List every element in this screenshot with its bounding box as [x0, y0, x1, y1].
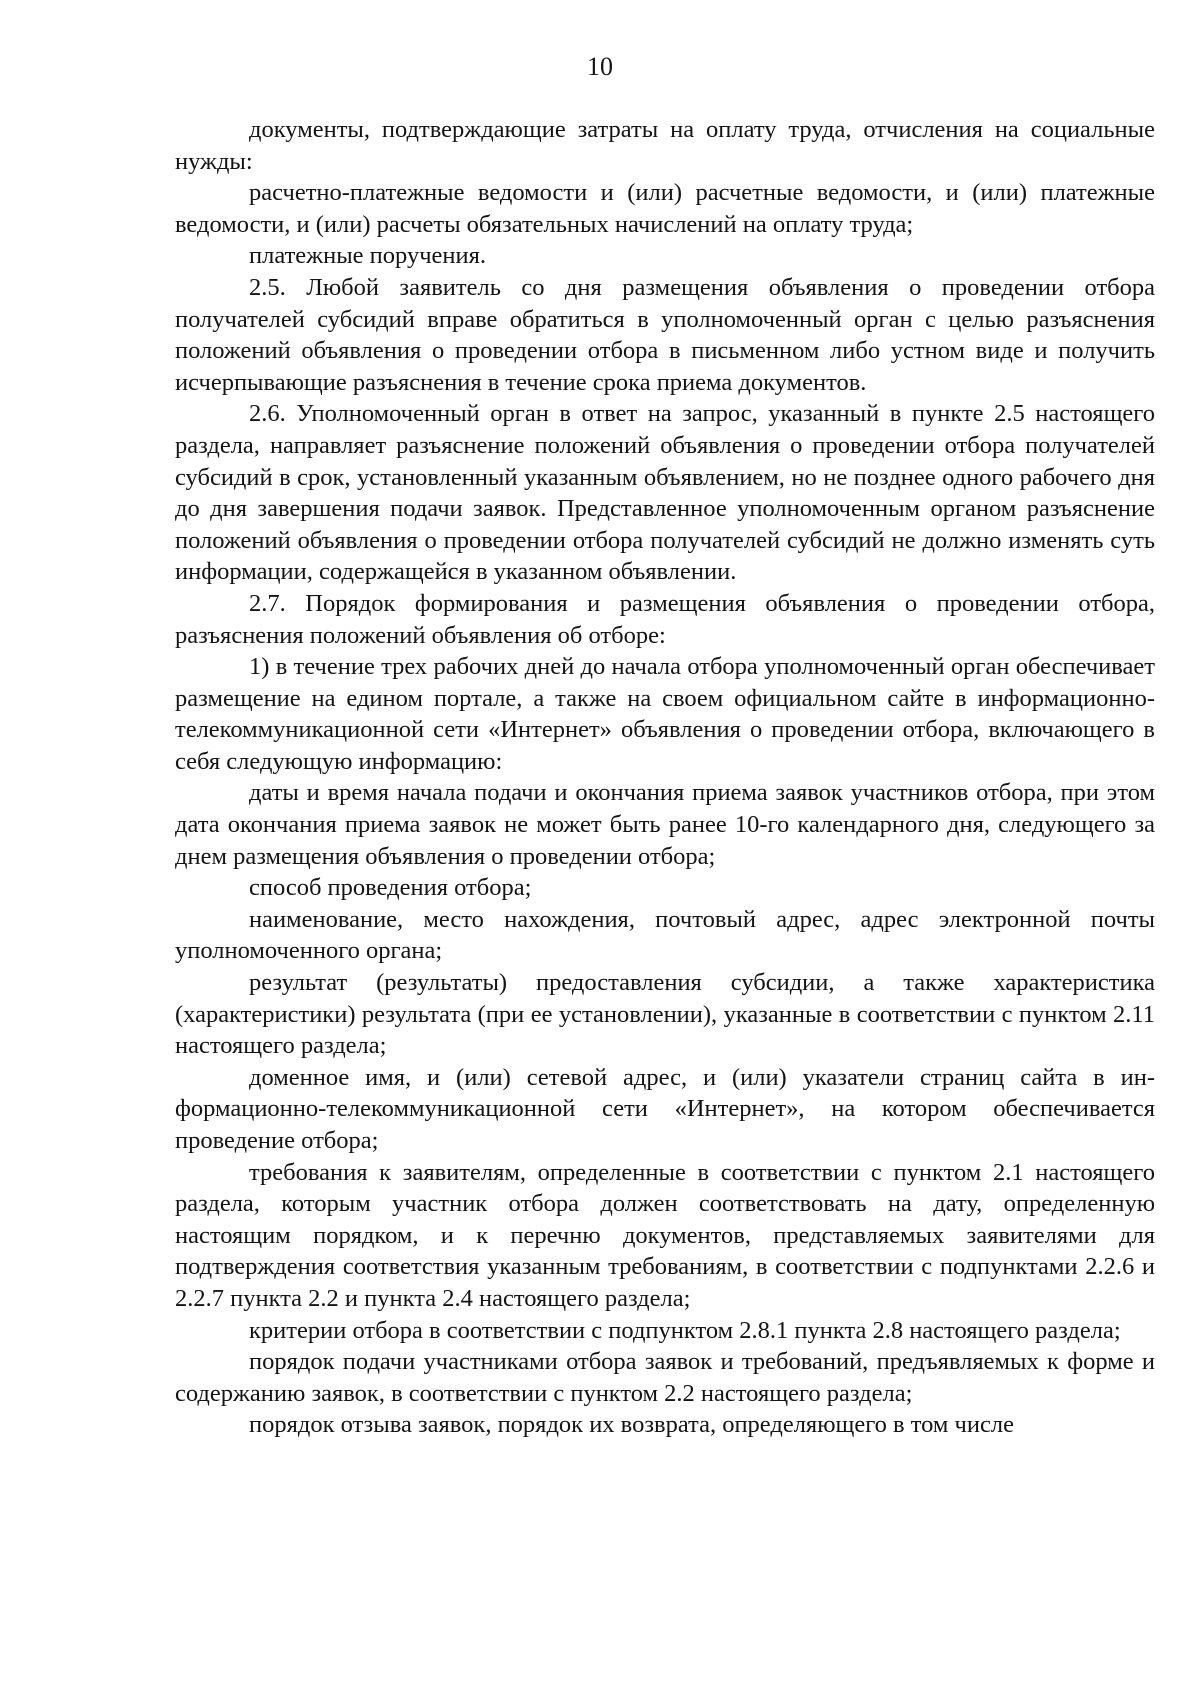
paragraph: даты и время начала подачи и окончания приема заявок участников отбора, при этом дата окончания приема заявок не может быть ранее 10-го календарного дня, следующего за днем размещения объявления о проведении отбора; — [175, 779, 1155, 870]
paragraph: требования к заявителям, определенные в соответствии с пунктом 2.1 настоящего раздела, которым участник отбора должен соответствовать на дату, определенную настоящим порядком, и к перечню документов, представляемых заявителями для подтверждения соответствия указанным требованиям, в соответствии с подпунктами 2.2.6 и 2.2.7 пункта 2.2 и пункта 2.4 настоящего раздела; — [175, 1158, 1155, 1312]
paragraph: порядок отзыва заявок, порядок их возврата, определяющего в том числе — [249, 1411, 1014, 1439]
paragraph: наименование, место нахождения, почтовый адрес, адрес электронной почты уполномоченного органа; — [175, 905, 1155, 965]
paragraph: критерии отбора в соответствии с подпунктом 2.8.1 пункта 2.8 настоящего раздела; — [249, 1316, 1121, 1344]
document-body — [175, 114, 1155, 1441]
paragraph: 2.6. Уполномоченный орган в ответ на запрос, указанный в пункте 2.5 настоящего раздела, направляет разъяснение положений объявления о проведении отбора получателей субсидий в срок, установленный указанным объявлением, но не позднее одного рабочего дня до дня завершения подачи заявок. Представленное уполномоченным органом разъяснение положений объявления о проведении отбора получателей субсидий не должно изменять суть информации, содержащейся в указанном объявлении. — [175, 400, 1155, 586]
paragraph: документы, подтверждающие затраты на оплату труда, отчисления на социальные нужды: — [175, 116, 1155, 175]
paragraph: платежные поручения. — [249, 242, 487, 270]
paragraph: доменное имя, и (или) сетевой адрес, и (или) указатели страниц сайта в информационно-телекоммуникационной сети «Интернет», на котором обеспечивается проведение отбора; — [175, 1063, 1155, 1154]
paragraph: порядок подачи участниками отбора заявок и требований, предъявляемых к форме и содержанию заявок, в соответствии с пунктом 2.2 настоящего раздела; — [175, 1348, 1155, 1407]
paragraph: способ проведения отбора; — [249, 874, 532, 902]
paragraph: 1) в течение трех рабочих дней до начала отбора уполномоченный орган обеспечивает размещение на едином портале, а также на своем официальном сайте в информационно-телекоммуникационной сети «Интернет» объявления о проведении отбора, включающего в себя следующую информацию: — [175, 653, 1155, 775]
page-number: 10 — [587, 52, 613, 81]
paragraph: результат (результаты) предоставления субсидии, а также характеристика (характеристики) результата (при ее установлении), указанные в соответствии с пунктом 2.11 настоящего раздела; — [175, 969, 1155, 1060]
paragraph: 2.7. Порядок формирования и размещения объявления о проведении отбора, разъяснения положений объявления об отборе: — [175, 589, 1155, 649]
paragraph: 2.5. Любой заявитель со дня размещения объявления о проведении отбора получателей субсидий вправе обратиться в уполномоченный орган с целью разъяснения положений объявления о проведении отбора в письменном либо устном виде и получить исчерпывающие разъяснения в течение срока приема документов. — [175, 273, 1155, 396]
paragraph: расчетно-платежные ведомости и (или) расчетные ведомости, и (или) платежные ведомости, и (или) расчеты обязательных начислений на оплату труда; — [175, 179, 1155, 238]
